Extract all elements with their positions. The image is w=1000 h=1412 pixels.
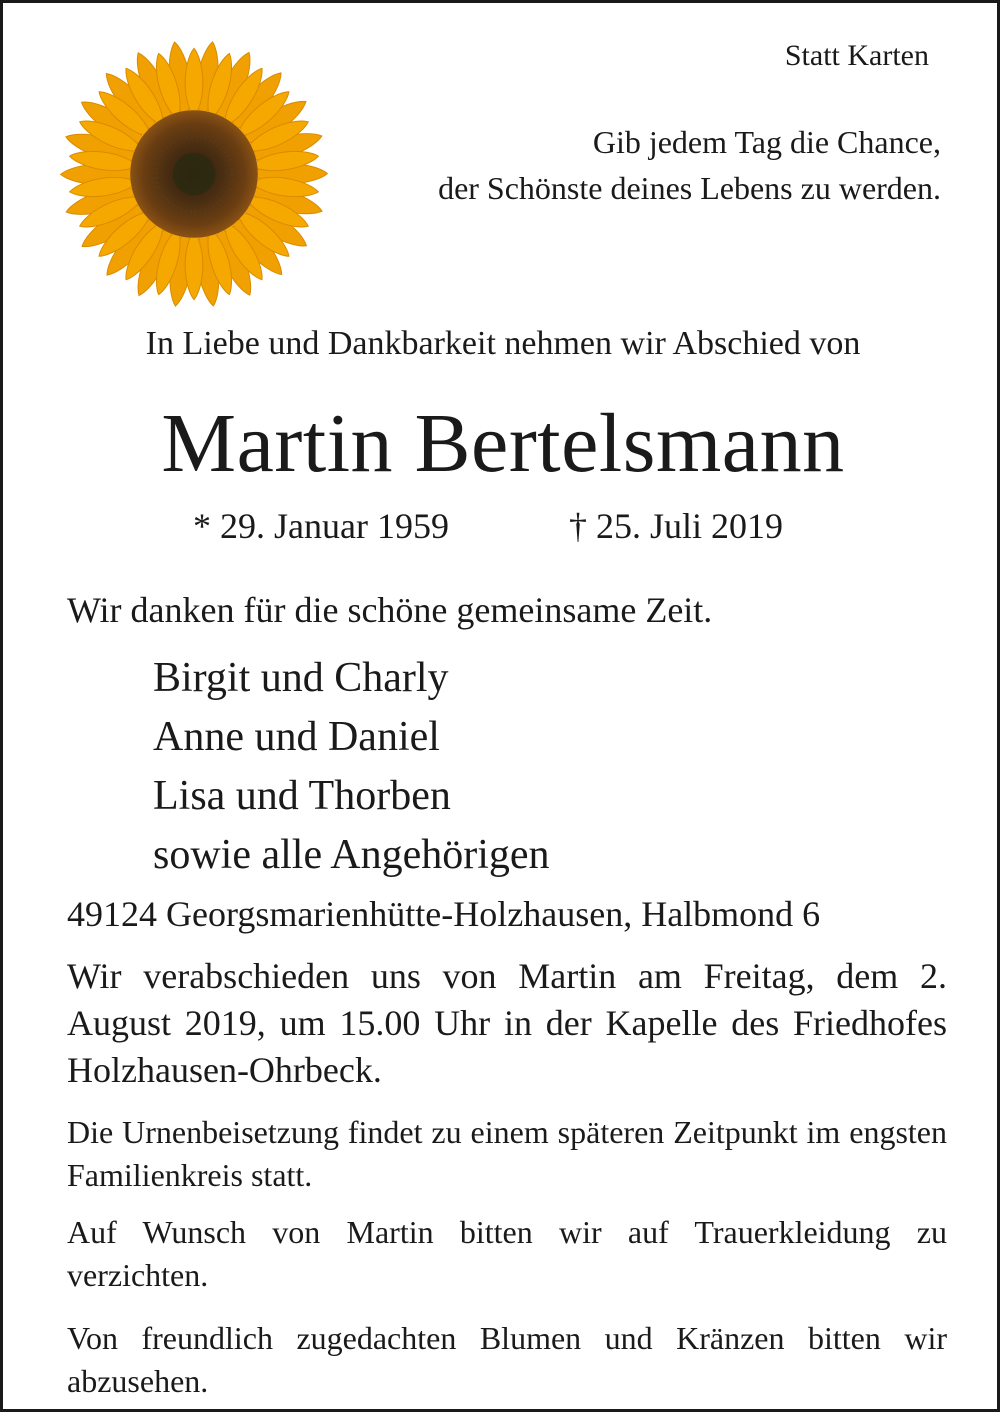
- quote-line: Gib jedem Tag die Chance,: [592, 124, 941, 160]
- death-date: † 25. Juli 2019: [569, 506, 784, 546]
- urn-burial-paragraph: Die Urnenbeisetzung findet zu einem späteren Zeitpunkt im engsten Familienkreis statt.: [67, 1114, 947, 1193]
- deceased-name: Martin Bertelsmann: [161, 397, 845, 490]
- funeral-info-paragraph: Wir verabschieden uns von Martin am Freitag, dem 2. August 2019, um 15.00 Uhr in der Kapelle des Friedhofes Holzhausen-Ohrbeck.: [67, 956, 947, 1090]
- thanks-text: Wir danken für die schöne gemeinsame Zeit.: [67, 590, 713, 630]
- quote: [438, 119, 941, 211]
- sunflower-image: [49, 29, 339, 319]
- intro-text: In Liebe und Dankbarkeit nehmen wir Abschied von: [145, 325, 861, 362]
- family-list: [153, 649, 550, 885]
- dress-code-paragraph: Auf Wunsch von Martin bitten wir auf Trauerkleidung zu verzichten.: [67, 1214, 947, 1293]
- family-member: Anne und Daniel: [153, 714, 440, 760]
- address: 49124 Georgsmarienhütte-Holzhausen, Halbmond 6: [67, 894, 821, 934]
- family-member: sowie alle Angehörigen: [153, 832, 550, 878]
- family-member: Birgit und Charly: [153, 655, 449, 701]
- family-member: Lisa und Thorben: [153, 773, 451, 819]
- birth-date: * 29. Januar 1959: [193, 506, 449, 546]
- quote-line: der Schönste deines Lebens zu werden.: [438, 170, 941, 206]
- statt-karten-label: Statt Karten: [784, 39, 929, 72]
- flowers-paragraph: Von freundlich zugedachten Blumen und Kränzen bitten wir abzusehen.: [67, 1320, 947, 1399]
